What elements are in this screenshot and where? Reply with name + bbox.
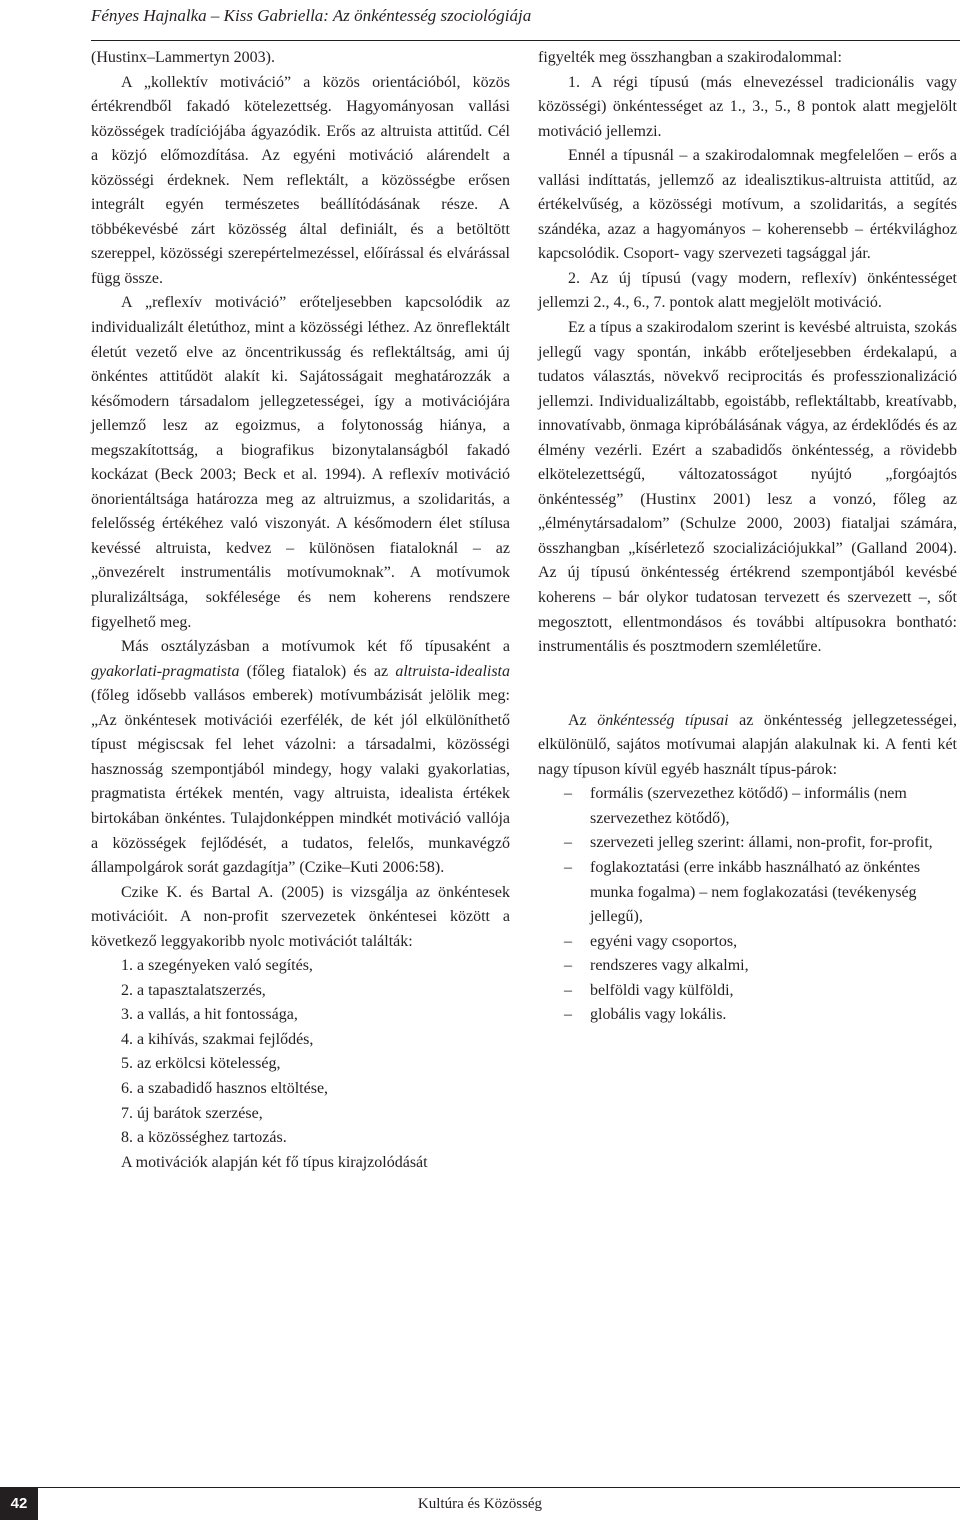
text-run: (főleg fiatalok) és az <box>239 662 396 680</box>
paragraph: Ennél a típusnál – a szakirodalomnak megfelelően – erős a vallási indíttatás, jellemző az idealisztikus-altruista attitűd, az értékelvűség, a közösségi motívum, a szolidaritás, a segítés szándéka, azaz a hagyományos – koherensebb – értékvilághoz kapcsolódik. Csoport- vagy szervezeti tagsággal jár. <box>538 147 957 263</box>
running-title: Fényes Hajnalka – Kiss Gabriella: Az önkéntesség szociológiája <box>91 6 532 25</box>
list-item-text: foglakoztatási (erre inkább használható az önkéntes munka fogalma) – nem foglakozatási (tevékenység jellegű), <box>590 858 921 926</box>
list-item <box>538 831 957 856</box>
list-item-text: belföldi vagy külföldi, <box>590 981 734 999</box>
left-column <box>91 46 510 1175</box>
header-rule <box>91 40 960 41</box>
list-item-text: egyéni vagy csoportos, <box>590 932 738 950</box>
paragraph <box>538 709 957 783</box>
list-item-text: szervezeti jelleg szerint: állami, non-profit, for-profit, <box>590 834 933 852</box>
footer-rule <box>38 1487 960 1488</box>
list-item: 8. a közösséghez tartozás. <box>121 1129 287 1147</box>
list-item: 1. a szegényeken való segítés, <box>121 957 313 975</box>
list-item: 2. a tapasztalatszerzés, <box>121 981 266 999</box>
dash-marker: – <box>564 957 572 975</box>
dash-marker: – <box>564 834 572 852</box>
italic-term: önkéntesség típusai <box>597 711 729 729</box>
text-run: (főleg idősebb vallásos emberek) motívumbázisát jelölik meg: „Az önkéntesek motivációi ezerfélék, de két jól elkülöníthető típust mégiscsak fel lehet vázolni: a társadalmi, közösségi hasznosság szempontjából mindegy, hogy valaki gyakorlatias, pragmatista értékek mentén, vagy altruista, idealista értékek birtokában önkéntes. Tulajdonképpen mindkét motiváció vallója a közösségek fejlődését, a tudatos, felelős, munkavégző állampolgárok sorát gazdagítja” (Czike–Kuti 2006:58). <box>91 687 510 877</box>
italic-term: altruista-idealista <box>395 662 510 680</box>
paragraph: figyelték meg összhangban a szakirodalommal: <box>538 49 842 66</box>
list-item <box>538 979 957 1004</box>
list-item <box>538 782 957 831</box>
text-run: az önkéntesség jellegzetességei, elkülönülő, sajátos motívumai alapján alakulnak ki. A fenti két nagy típuson kívül egyéb használt típus-párok: <box>538 711 958 778</box>
list-item-text: formális (szervezethez kötődő) – informális (nem szervezethez kötődő), <box>590 785 907 827</box>
paragraph <box>91 635 510 880</box>
paragraph: Ez a típus a szakirodalom szerint is kevésbé altruista, szokás jellegű vagy spontán, inkább erőteljesebben érdekalapú, a tudatos választás, növekvő reciprocitás és professzionalizáció jellemzi. Individualizáltabb, egoistább, reflektáltabb, kreatívabb, innovatívabb, önmaga kipróbálásának vágya, az érdeklődés és az élmény vezérli. Ezért a szabadidős önkéntesség, a rövidebb elkötelezettségű, változatosságot nyújtó „forgóajtós önkéntesség” (Hustinx 2001) lesz a vonzó, főleg az „élménytársadalom” (Schulze 2000, 2003) fiataljai számára, összhangban „kísérletező szocializációjukkal” (Galland 2004). Az új típusú önkéntesség értékrend szempontjából kevésbé koherens – bár olykor tudatosan tervezett és szervezett –, sőt megosztott, ellentmondásos és további altípusokra bontható: instrumentális és posztmodern szemléletűre. <box>538 319 957 656</box>
list-item: 7. új barátok szerzése, <box>121 1104 263 1122</box>
list-item: 6. a szabadidő hasznos eltöltése, <box>121 1079 329 1097</box>
list-item-text: rendszeres vagy alkalmi, <box>590 957 749 975</box>
list-item <box>538 856 957 930</box>
list-item: 3. a vallás, a hit fontossága, <box>121 1006 298 1024</box>
paragraph: A motivációk alapján két fő típus kirajzolódását <box>121 1153 428 1171</box>
italic-term: gyakorlati-pragmatista <box>91 662 240 680</box>
dash-marker: – <box>564 785 572 803</box>
paragraph: Czike K. és Bartal A. (2005) is vizsgálja az önkéntesek motivációit. A non-profit szervezetek önkéntesei között a következő leggyakoribb nyolc motivációt találták: <box>91 883 510 950</box>
text-run: Más osztályzásban a motívumok két fő típusaként a <box>121 638 510 656</box>
dash-marker: – <box>564 858 572 876</box>
dash-marker: – <box>564 981 572 999</box>
page-footer <box>0 1487 960 1520</box>
dash-marker: – <box>564 932 572 950</box>
journal-title: Kultúra és Közösség <box>417 1496 543 1512</box>
text-run: Az <box>568 711 598 729</box>
list-item <box>538 954 957 979</box>
right-column <box>538 46 957 1028</box>
paragraph: (Hustinx–Lammertyn 2003). <box>91 49 275 66</box>
motive-list <box>91 954 510 1150</box>
dash-marker: – <box>564 1006 572 1024</box>
paragraph: 2. Az új típusú (vagy modern, reflexív) önkéntességet jellemzi 2., 4., 6., 7. pontok alatt megjelölt motiváció. <box>538 269 957 312</box>
list-item: 5. az erkölcsi kötelesség, <box>121 1055 281 1073</box>
list-item <box>538 930 957 955</box>
section-gap <box>538 660 957 709</box>
page-number: 42 <box>0 1487 38 1520</box>
paragraph: A „reflexív motiváció” erőteljesebben kapcsolódik az individualizált életúthoz, mint a közösségi léthez. Az önreflektált életút vezető elve az öncentrikusság és reflektáltság, ami új önkéntes attitűdöt alakít ki. Sajátosságait meghatározzák a későmodern társadalom jellegzetességei, így a motivációjára jellemző lesz az egoizmus, a folytonosság hiánya, a megszakítottság, a biografikus bizonytalanságból fakadó kockázat (Beck 2003; Beck et al. 1994). A reflexív motiváció önorientáltsága határozza meg az altruizmus, a szolidaritás, a felelősség értékéhez való viszonyát. A későmodern élet stílusa kevéssé altruista, kedvez – különösen fiataloknál – az „önvezérelt instrumentális motívumoknak”. A motívumok pluralizáltsága, sokfélesége és nem koherens rendszere figyelhető meg. <box>91 294 510 631</box>
list-item <box>538 1003 957 1028</box>
type-pair-list <box>538 782 957 1027</box>
paragraph: A „kollektív motiváció” a közös orientációból, közös értékrendből fakadó kötelezettség. Hagyományosan vallási közösségek tradíciójába ágyazódik. Erős az altruista attitűd. Cél a közjó előmozdítása. Az egyéni motiváció alárendelt a közösségi érdeknek. Nem reflektált, a közösségbe erősen integrált egyén természetes beállítódásának része. A többékevésbé zárt közösség által definiált, és a betöltött szereppel, közösségi szerepértelmezéssel, előírással és elvárással függ össze. <box>91 73 510 287</box>
list-item: 4. a kihívás, szakmai fejlődés, <box>121 1030 314 1048</box>
list-item-text: globális vagy lokális. <box>590 1006 727 1024</box>
paragraph: 1. A régi típusú (más elnevezéssel tradicionális vagy közösségi) önkéntességet az 1., 3., 5., 8 pontok alatt megjelölt motiváció jellemzi. <box>538 73 957 140</box>
